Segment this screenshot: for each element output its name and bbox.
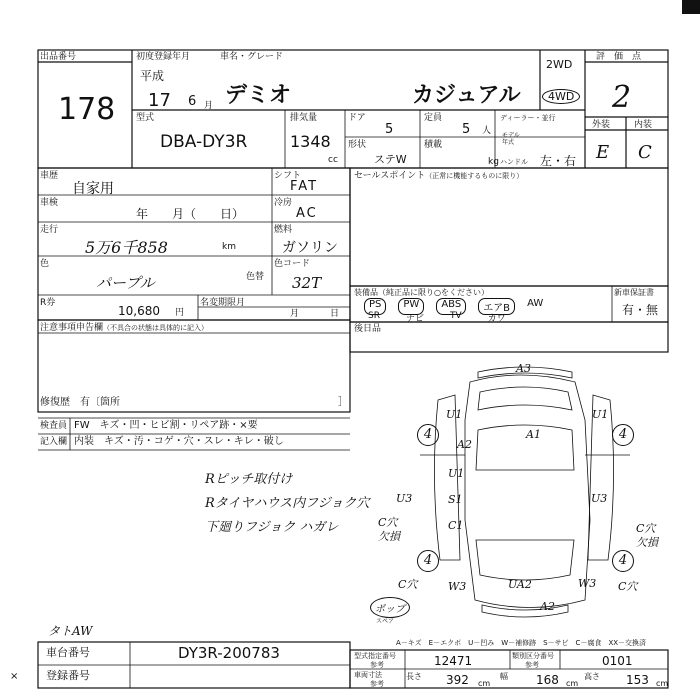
mark-a3: A3	[516, 362, 531, 375]
hand-note-1: Rピッチ取付け	[205, 472, 293, 487]
shift-label: シフト	[274, 171, 302, 181]
legend: A－キズ E－エクボ U－凹み W－補修跡 S－サビ C－腐食 XX－交換済	[396, 639, 647, 647]
displacement-label: 排気量	[290, 113, 318, 123]
color: パープル	[96, 274, 155, 292]
recycle-fee: 10,680	[118, 304, 160, 318]
hand-note-3: 下廻りフジョク ハガレ	[205, 520, 339, 535]
mark-u1-mid: U1	[448, 467, 465, 480]
tire-fl: 4	[417, 424, 439, 446]
history-label: 車歴	[40, 171, 59, 181]
car-name-label: 車名・グレード	[220, 52, 284, 62]
equip-aw: AW	[527, 298, 544, 309]
inspection: 年 月（ 日）	[136, 207, 245, 221]
mark-c1: C1	[448, 519, 464, 532]
equip-navi: ナビ	[405, 314, 424, 324]
equip-tv: TV	[449, 311, 462, 321]
repair-bracket-close: ］	[338, 397, 348, 408]
mark-u1-fl: U1	[446, 408, 463, 421]
drive-4wd: 4WD	[542, 92, 580, 102]
color-code: 32T	[292, 274, 322, 292]
entry-label: 記入欄	[40, 437, 68, 447]
mark-ua2: UA2	[508, 578, 532, 591]
history: 自家用	[72, 181, 114, 197]
mark-c-hole-br: C穴	[618, 580, 638, 593]
mark-a1: A1	[526, 428, 541, 441]
tax-day-unit: 日	[330, 309, 340, 319]
warranty-label: 新車保証書	[614, 288, 654, 297]
first-reg-label: 初度登録年月	[136, 52, 191, 62]
model: DBA-DY3R	[160, 132, 248, 152]
mileage: 5万6千858	[85, 238, 168, 257]
notes-label: 注意事項申告欄（不具合の状態は具体的に記入）	[40, 323, 209, 333]
color-code-label: 色コード	[274, 259, 311, 269]
after-label: 後日品	[354, 324, 382, 334]
chassis-label: 車台番号	[46, 646, 90, 659]
displacement-unit: cc	[328, 155, 338, 165]
width-label: 幅	[500, 672, 508, 681]
equip-bottom-row	[368, 311, 608, 324]
interior-label: 内装	[634, 120, 653, 130]
type-num-label: 型式指定番号	[354, 652, 396, 660]
first-reg-month: 6	[188, 94, 197, 109]
doors: 5	[385, 122, 394, 137]
mark-w3-l: W3	[448, 580, 467, 593]
size-sub: 参考	[370, 680, 384, 688]
first-reg-era: 平成	[140, 69, 165, 83]
hand-note-2: Rタイヤハウス内フジョク穴	[205, 496, 370, 511]
recycle-unit: 円	[175, 308, 185, 318]
shape: ステW	[374, 153, 407, 166]
equip-leather: カワ	[487, 314, 506, 324]
fuel-label: 燃料	[274, 225, 293, 235]
sales-label: セールスポイント（正常に機能するものに限り）	[354, 171, 524, 181]
mark-a2-rear: A2	[540, 600, 555, 613]
lot-label: 出品番号	[40, 52, 77, 62]
rating-label: 評 価 点	[596, 52, 642, 62]
width: 168	[536, 673, 559, 687]
inspect-row1: FW キズ・凹・ヒビ割・リペア跡・×要	[74, 420, 258, 431]
interior-grade: C	[638, 142, 652, 163]
tax-label: 名変期限月	[200, 298, 246, 308]
length: 392	[446, 673, 469, 687]
type-num: 12471	[434, 654, 473, 668]
height-label: 高さ	[584, 672, 600, 681]
recycle-label: R券	[40, 298, 56, 308]
length-unit: cm	[478, 679, 491, 688]
load-label: 積載	[424, 140, 443, 150]
mark-c-hole-l: C穴 欠損	[378, 516, 400, 543]
class-num-sub: 参考	[525, 661, 539, 669]
width-unit: cm	[566, 679, 579, 688]
tire-rr: 4	[612, 550, 634, 572]
color-change-label: 色替	[246, 272, 265, 282]
exterior-label: 外装	[592, 120, 611, 130]
model-label: 型式	[136, 113, 155, 123]
first-reg-month-unit: 月	[204, 101, 214, 111]
reg-label: 登録番号	[46, 669, 90, 682]
warranty: 有・無	[622, 303, 659, 317]
tire-fr: 4	[612, 424, 634, 446]
mark-pop: ポップ	[370, 597, 410, 618]
inspect-label: 検査員	[40, 421, 68, 431]
mark-s1: S1	[448, 493, 463, 506]
height-unit: cm	[656, 679, 669, 688]
hand-note-4: タトAW	[48, 624, 93, 638]
tax-month-unit: 月	[290, 309, 300, 319]
inspection-label: 車検	[40, 198, 59, 208]
class-num: 0101	[602, 654, 633, 668]
chassis: DY3R-200783	[178, 644, 280, 662]
rating: 2	[612, 80, 632, 115]
ac-label: 冷房	[274, 198, 293, 208]
mark-w3-r: W3	[578, 577, 597, 590]
inspect-row2: 内装 キズ・汚・コゲ・穴・スレ・キレ・破し	[74, 436, 284, 447]
dealer-label: ディーラー・並行	[500, 114, 556, 122]
doors-label: ドア	[348, 113, 366, 123]
drive-2wd: 2WD	[546, 58, 573, 71]
equipment-label: 装備品（純正品に限り○をください）	[354, 288, 489, 297]
load-unit: kg	[488, 157, 499, 167]
equip-pw: PW	[398, 298, 424, 315]
mark-c-hole-bl: C穴	[398, 578, 418, 591]
equip-abs: ABS	[436, 298, 466, 315]
lot-number: 178	[58, 92, 116, 127]
mark-u1-fr: U1	[592, 408, 609, 421]
mileage-unit: km	[222, 242, 236, 252]
grade: カジュアル	[412, 83, 521, 108]
handle: 左・右	[540, 154, 577, 168]
mark-a2: A2	[457, 438, 472, 451]
displacement: 1348	[290, 132, 331, 151]
ac: AC	[296, 206, 318, 221]
capacity-unit: 人	[482, 126, 492, 136]
color-label: 色	[40, 259, 50, 269]
first-reg-year: 17	[148, 90, 171, 111]
car-name: デミオ	[225, 83, 292, 108]
equip-ps: PS	[364, 298, 386, 315]
type-num-sub: 参考	[370, 661, 384, 669]
shape-label: 形状	[348, 140, 367, 150]
length-label: 長さ	[406, 672, 422, 681]
tire-rl: 4	[417, 550, 439, 572]
class-num-label: 類別区分番号	[512, 652, 554, 660]
mileage-label: 走行	[40, 225, 59, 235]
handle-label: ハンドル	[500, 158, 528, 166]
model-year-label: モデル年式	[502, 132, 520, 146]
mark-u3-r: U3	[591, 492, 608, 505]
fuel: ガソリン	[282, 240, 338, 256]
equip-airbag: エアB	[478, 298, 515, 315]
capacity-label: 定員	[424, 113, 443, 123]
repair-label: 修復歴 有〔箇所	[40, 397, 120, 408]
spare-label: スペア	[376, 618, 395, 625]
equip-sr: SR	[368, 311, 380, 321]
capacity: 5	[462, 122, 471, 137]
height: 153	[626, 673, 649, 687]
mark-u3-l: U3	[396, 492, 413, 505]
exterior-grade: E	[596, 142, 610, 163]
size-label: 車両寸法	[354, 671, 382, 679]
mark-c-hole-r: C穴 欠損	[636, 522, 658, 549]
shift: FAT	[290, 179, 319, 194]
margin-x-mark: ×	[10, 671, 19, 682]
